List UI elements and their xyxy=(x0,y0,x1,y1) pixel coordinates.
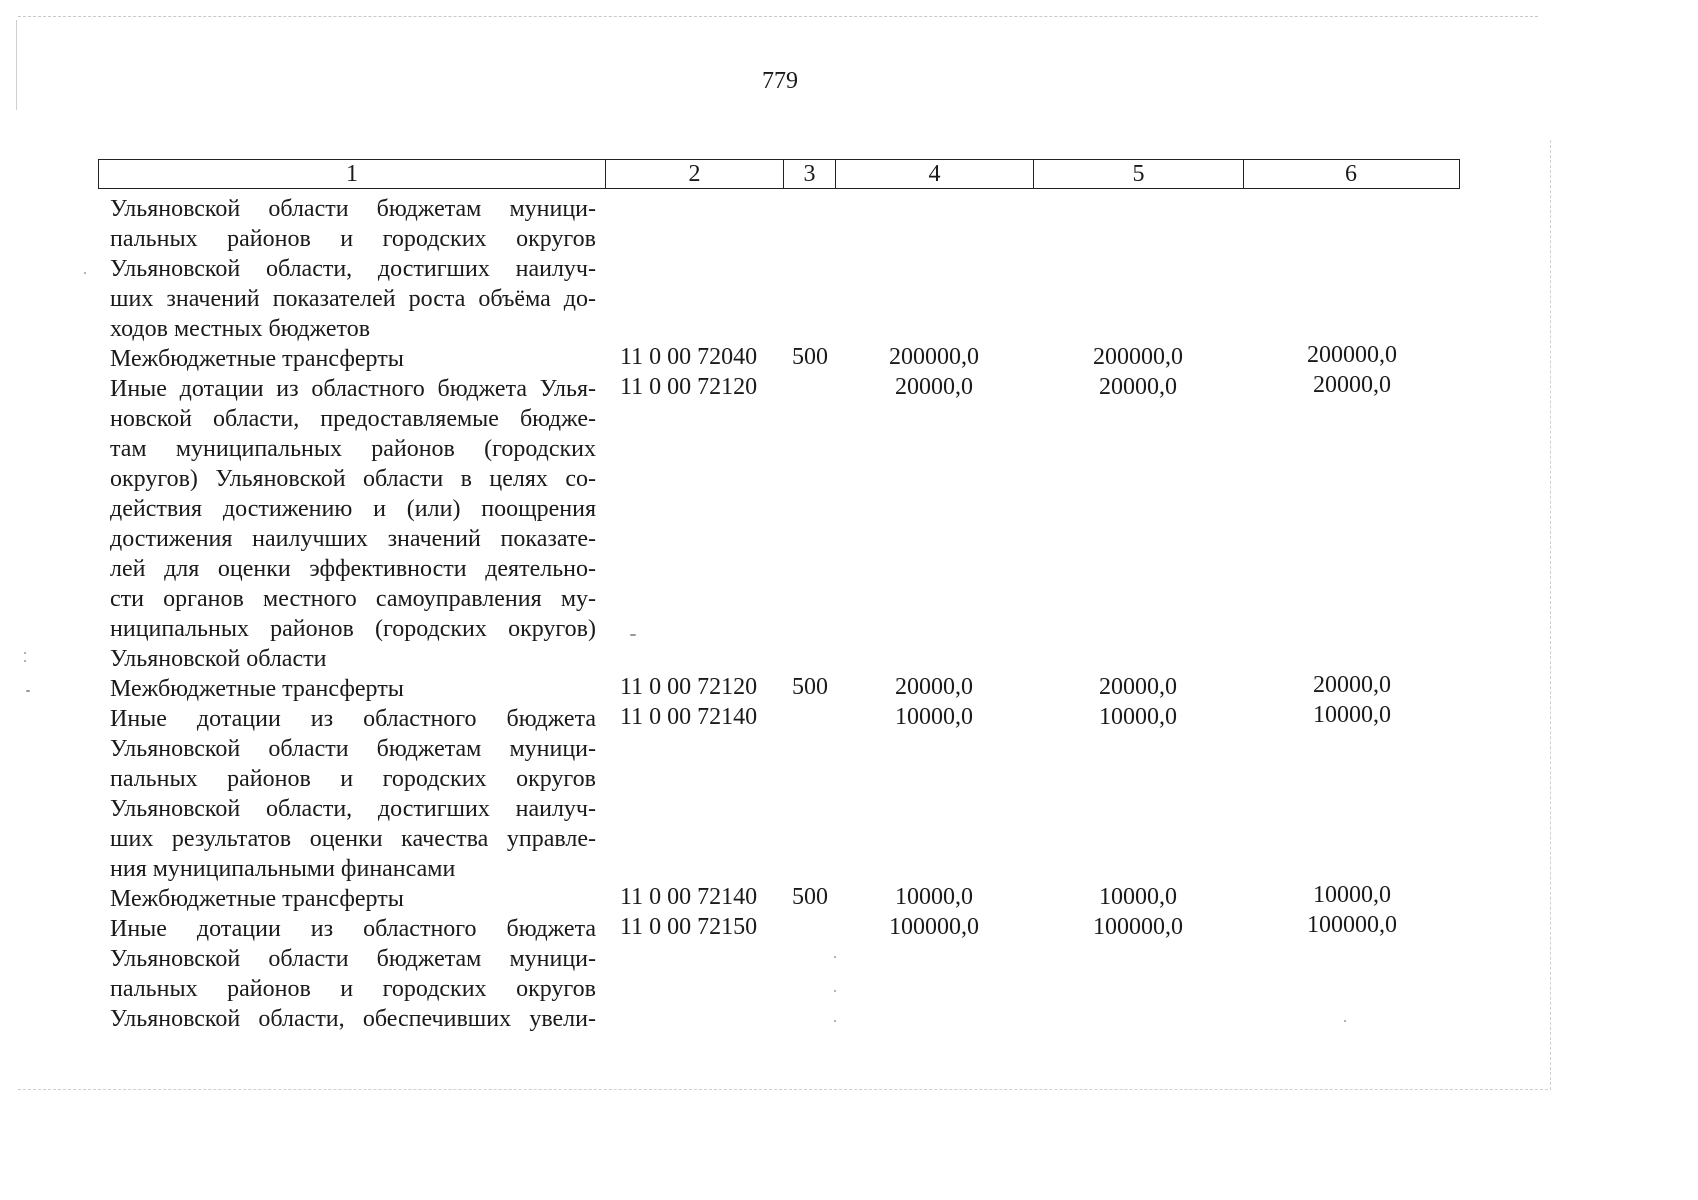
expense-type-code: 500 xyxy=(792,674,828,700)
table-row-description xyxy=(110,194,596,344)
description-line: пальных районов и городских округов xyxy=(110,976,596,1002)
target-article-code: 11 0 00 72120 xyxy=(620,674,758,700)
target-article-code: 11 0 00 72140 xyxy=(620,704,758,730)
table-row-description xyxy=(110,704,596,884)
description-line: ходов местных бюджетов xyxy=(110,316,371,342)
description-line: лей для оценки эффективности деятельно- xyxy=(110,556,596,582)
description-line: Ульяновской области, обеспечивших увели- xyxy=(110,1006,596,1032)
page-number: 779 xyxy=(762,68,798,94)
table-row-description xyxy=(110,674,596,704)
target-article-code: 11 0 00 72040 xyxy=(620,344,758,370)
amount-col-4: 100000,0 xyxy=(889,914,979,940)
target-article-code: 11 0 00 72120 xyxy=(620,374,758,400)
amount-col-5: 10000,0 xyxy=(1099,704,1177,730)
header-col-1: 1 xyxy=(346,161,358,187)
amount-col-6: 200000,0 xyxy=(1307,342,1397,368)
scan-speck xyxy=(834,956,836,958)
description-line: новской области, предоставляемые бюдже- xyxy=(110,406,596,432)
description-line: ших значений показателей роста объёма до- xyxy=(110,286,596,312)
description-line: действия достижению и (или) поощрения xyxy=(110,496,596,522)
table-row-description xyxy=(110,884,596,914)
header-col-3: 3 xyxy=(783,160,835,188)
scan-edge-right xyxy=(1550,140,1551,1090)
expense-type-code: 500 xyxy=(792,344,828,370)
table-header xyxy=(98,159,1460,189)
scan-speck xyxy=(834,1020,836,1022)
header-col-2: 2 xyxy=(605,160,783,188)
description-line: Иные дотации из областного бюджета xyxy=(110,706,596,732)
description-line: ших результатов оценки качества управле- xyxy=(110,826,596,852)
scan-speck xyxy=(1344,1020,1346,1022)
description-line: там муниципальных районов (городских xyxy=(110,436,596,462)
table-row-description xyxy=(110,914,596,1034)
header-col-5: 5 xyxy=(1033,160,1243,188)
amount-col-6: 100000,0 xyxy=(1307,912,1397,938)
description-line: Межбюджетные трансферты xyxy=(110,886,404,912)
description-line: Иные дотации из областного бюджета Улья- xyxy=(110,376,596,402)
description-line: пальных районов и городских округов xyxy=(110,226,596,252)
description-line: ния муниципальными финансами xyxy=(110,856,456,882)
scan-speck xyxy=(84,272,86,274)
expense-type-code: 500 xyxy=(792,884,828,910)
amount-col-6: 20000,0 xyxy=(1313,672,1391,698)
amount-col-5: 20000,0 xyxy=(1099,374,1177,400)
description-line: ниципальных районов (городских округов) xyxy=(110,616,596,642)
description-line: Иные дотации из областного бюджета xyxy=(110,916,596,942)
amount-col-4: 200000,0 xyxy=(889,344,979,370)
table-row-description xyxy=(110,344,596,374)
description-line: Ульяновской области, достигших наилуч- xyxy=(110,796,596,822)
scan-edge-top xyxy=(18,16,1538,17)
description-line: Ульяновской области xyxy=(110,646,327,672)
description-line: Ульяновской области бюджетам муници- xyxy=(110,196,596,222)
amount-col-6: 10000,0 xyxy=(1313,882,1391,908)
description-line: сти органов местного самоуправления му- xyxy=(110,586,596,612)
description-line: достижения наилучших значений показате- xyxy=(110,526,596,552)
scan-speck xyxy=(24,660,26,662)
scan-edge-left xyxy=(16,20,17,110)
amount-col-5: 10000,0 xyxy=(1099,884,1177,910)
table-row-description xyxy=(110,374,596,674)
amount-col-4: 10000,0 xyxy=(895,704,973,730)
scan-speck xyxy=(630,634,636,636)
amount-col-6: 20000,0 xyxy=(1313,372,1391,398)
amount-col-4: 20000,0 xyxy=(895,374,973,400)
description-line: пальных районов и городских округов xyxy=(110,766,596,792)
amount-col-4: 10000,0 xyxy=(895,884,973,910)
description-line: Межбюджетные трансферты xyxy=(110,346,404,372)
target-article-code: 11 0 00 72150 xyxy=(620,914,758,940)
scan-speck xyxy=(24,652,26,654)
amount-col-5: 200000,0 xyxy=(1093,344,1183,370)
target-article-code: 11 0 00 72140 xyxy=(620,884,758,910)
amount-col-5: 100000,0 xyxy=(1093,914,1183,940)
scan-edge-bottom xyxy=(18,1089,1548,1090)
description-line: Межбюджетные трансферты xyxy=(110,676,404,702)
scan-speck xyxy=(834,990,836,992)
description-line: округов) Ульяновской области в целях со- xyxy=(110,466,596,492)
header-col-4: 4 xyxy=(835,160,1033,188)
amount-col-4: 20000,0 xyxy=(895,674,973,700)
header-col-6: 6 xyxy=(1243,160,1458,188)
description-line: Ульяновской области бюджетам муници- xyxy=(110,736,596,762)
amount-col-6: 10000,0 xyxy=(1313,702,1391,728)
description-line: Ульяновской области бюджетам муници- xyxy=(110,946,596,972)
description-line: Ульяновской области, достигших наилуч- xyxy=(110,256,596,282)
amount-col-5: 20000,0 xyxy=(1099,674,1177,700)
scan-speck xyxy=(26,690,30,692)
